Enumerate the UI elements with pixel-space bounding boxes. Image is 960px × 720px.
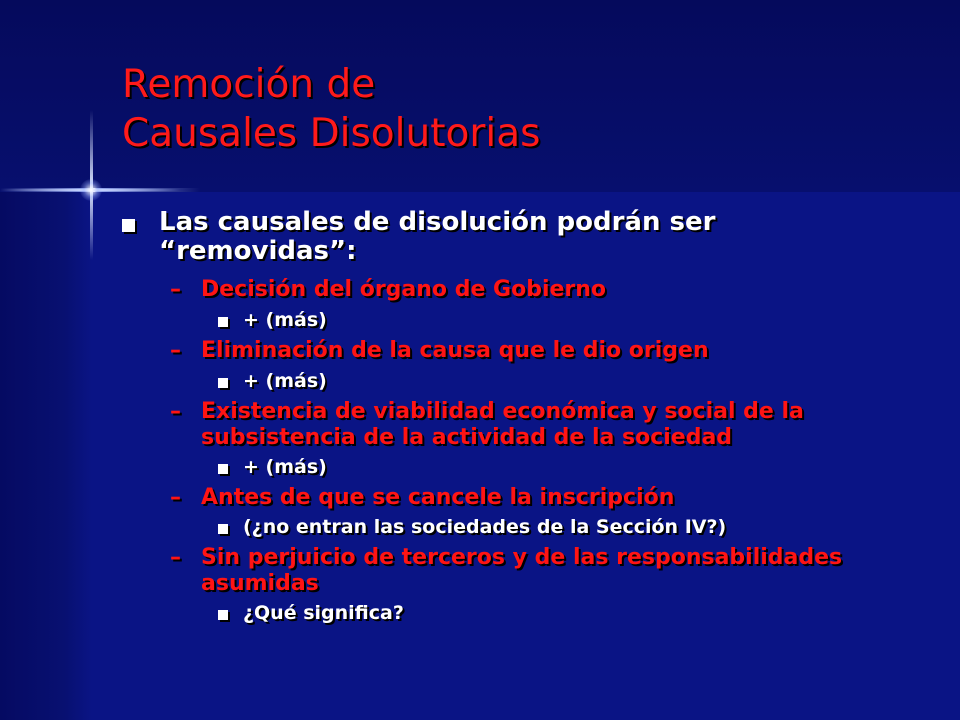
sub-list-item [218,309,868,331]
sub-list-item-text: + (más) [243,456,327,478]
list-item [170,399,890,451]
sub-list-item-text: (¿no entran las sociedades de la Sección IV?) [243,516,727,538]
sub-list-item [218,516,868,538]
square-bullet-icon [218,610,228,620]
sub-list-item-text: + (más) [243,370,327,392]
list-item-text: Eliminación de la causa que le dio origen [201,338,709,363]
slide-title [122,60,922,158]
dash-marker: – [170,485,181,510]
list-item [170,545,890,597]
main-bullet [122,208,902,266]
square-bullet-icon [218,524,228,534]
dash-marker: – [170,399,181,424]
list-item-text: Sin perjuicio de terceros y de las responsabilidades asumidas [201,545,843,596]
dash-marker: – [170,545,181,570]
main-bullet-text: Las causales de disolución podrán ser “removidas”: [159,207,716,266]
square-bullet-icon [122,219,135,232]
title-line-2: Causales Disolutorias [122,111,541,156]
list-item-text: Decisión del órgano de Gobierno [201,277,607,302]
sub-list-item-text: ¿Qué significa? [243,602,404,624]
dash-marker: – [170,277,181,302]
title-line-1: Remoción de [122,62,376,107]
sub-list-item-text: + (más) [243,309,327,331]
square-bullet-icon [218,378,228,388]
list-item-text: Antes de que se cancele la inscripción [201,485,675,510]
square-bullet-icon [218,464,228,474]
list-item-text: Existencia de viabilidad económica y social de la subsistencia de la actividad de la sociedad [201,399,804,450]
star-glow-decoration [80,179,102,201]
sub-list-item [218,602,868,624]
dash-marker: – [170,338,181,363]
list-item [170,338,890,364]
sub-list-item [218,370,868,392]
sub-list-item [218,456,868,478]
list-item [170,277,890,303]
list-item [170,485,890,511]
square-bullet-icon [218,317,228,327]
